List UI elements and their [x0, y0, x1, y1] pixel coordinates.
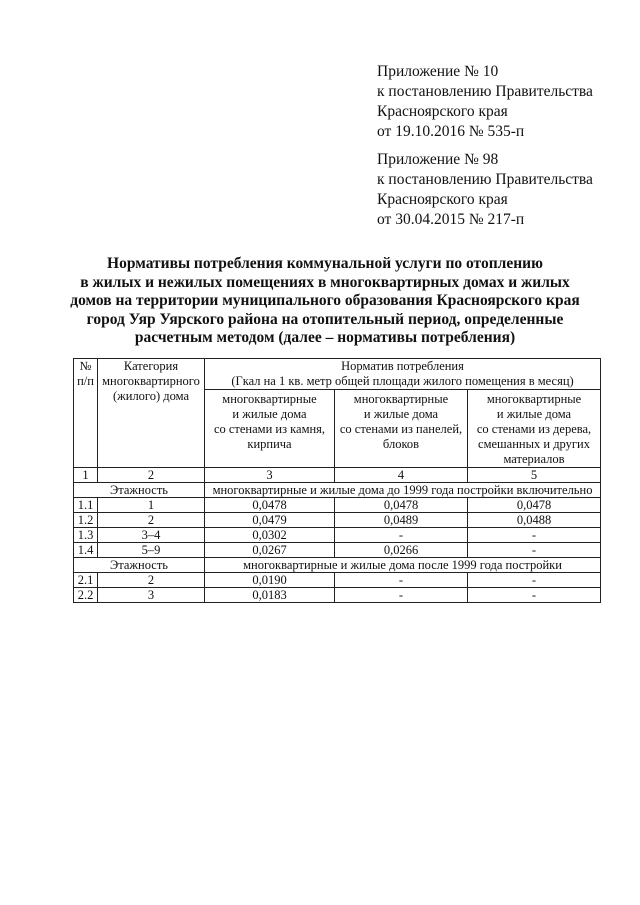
row-number: 1.1 — [74, 498, 98, 513]
table-row — [74, 573, 601, 588]
header-norm: Норматив потребления (Гкал на 1 кв. метр общей площади жилого помещения в месяц) — [205, 359, 601, 390]
appendix-region: Красноярского края — [377, 191, 508, 208]
header-number: № п/п — [74, 359, 98, 468]
document-title — [60, 255, 590, 348]
title-line: расчетным методом (далее – нормативы потребления) — [134, 329, 516, 346]
header-category: Категория многоквартирного (жилого) дома — [98, 359, 205, 468]
section-caption: многоквартирные и жилые дома после 1999 года постройки — [205, 558, 601, 573]
row-panel-value: - — [335, 573, 468, 588]
row-panel-value: - — [335, 528, 468, 543]
appendix-date: от 19.10.2016 № 535-п — [377, 123, 525, 140]
row-number: 2.1 — [74, 573, 98, 588]
row-floors: 5–9 — [98, 543, 205, 558]
title-line: город Уяр Уярского района на отопительный период, определенные — [86, 310, 564, 328]
header-stone-walls: многоквартирные и жилые дома со стенами из камня, кирпича — [205, 390, 335, 468]
table-row — [74, 543, 601, 558]
row-stone-value: 0,0302 — [205, 528, 335, 543]
column-number: 4 — [335, 468, 468, 483]
row-floors: 1 — [98, 498, 205, 513]
appendix-98-block — [377, 150, 593, 230]
section-header-row — [74, 483, 601, 498]
column-number: 3 — [205, 468, 335, 483]
row-stone-value: 0,0478 — [205, 498, 335, 513]
row-wood-value: - — [468, 573, 601, 588]
row-stone-value: 0,0479 — [205, 513, 335, 528]
column-number: 1 — [74, 468, 98, 483]
row-number: 2.2 — [74, 588, 98, 603]
appendix-number: Приложение № 98 — [377, 151, 499, 168]
row-number: 1.4 — [74, 543, 98, 558]
row-wood-value: - — [468, 543, 601, 558]
row-stone-value: 0,0190 — [205, 573, 335, 588]
row-panel-value: 0,0266 — [335, 543, 468, 558]
norms-table — [73, 358, 601, 603]
row-floors: 2 — [98, 513, 205, 528]
appendix-reference: к постановлению Правительства — [377, 171, 593, 188]
floors-label: Этажность — [74, 558, 205, 573]
column-number: 2 — [98, 468, 205, 483]
title-line: домов на территории муниципального образования Красноярского края — [70, 292, 580, 309]
table-row — [74, 498, 601, 513]
row-wood-value: 0,0488 — [468, 513, 601, 528]
table-row — [74, 513, 601, 528]
row-floors: 3–4 — [98, 528, 205, 543]
row-number: 1.3 — [74, 528, 98, 543]
floors-label: Этажность — [74, 483, 205, 498]
row-wood-value: - — [468, 588, 601, 603]
row-panel-value: - — [335, 588, 468, 603]
row-panel-value: 0,0489 — [335, 513, 468, 528]
row-stone-value: 0,0267 — [205, 543, 335, 558]
section-caption: многоквартирные и жилые дома до 1999 года постройки включительно — [205, 483, 601, 498]
row-panel-value: 0,0478 — [335, 498, 468, 513]
row-floors: 2 — [98, 573, 205, 588]
row-wood-value: - — [468, 528, 601, 543]
column-number: 5 — [468, 468, 601, 483]
row-stone-value: 0,0183 — [205, 588, 335, 603]
table-row — [74, 588, 601, 603]
title-line: Нормативы потребления коммунальной услуги по отоплению — [107, 255, 543, 272]
row-number: 1.2 — [74, 513, 98, 528]
column-numbers-row — [74, 468, 601, 483]
table-row — [74, 528, 601, 543]
appendix-reference: к постановлению Правительства — [377, 83, 593, 100]
appendix-number: Приложение № 10 — [377, 63, 499, 80]
section-header-row — [74, 558, 601, 573]
title-line: в жилых и нежилых помещениях в многоквартирных домах и жилых — [80, 273, 570, 291]
appendix-10-block — [377, 62, 593, 142]
appendix-date: от 30.04.2015 № 217-п — [377, 211, 525, 228]
row-wood-value: 0,0478 — [468, 498, 601, 513]
row-floors: 3 — [98, 588, 205, 603]
header-wood-walls: многоквартирные и жилые дома со стенами из дерева, смешанных и других материалов — [468, 390, 601, 468]
appendix-region: Красноярского края — [377, 103, 508, 120]
header-panel-walls: многоквартирные и жилые дома со стенами из панелей, блоков — [335, 390, 468, 468]
